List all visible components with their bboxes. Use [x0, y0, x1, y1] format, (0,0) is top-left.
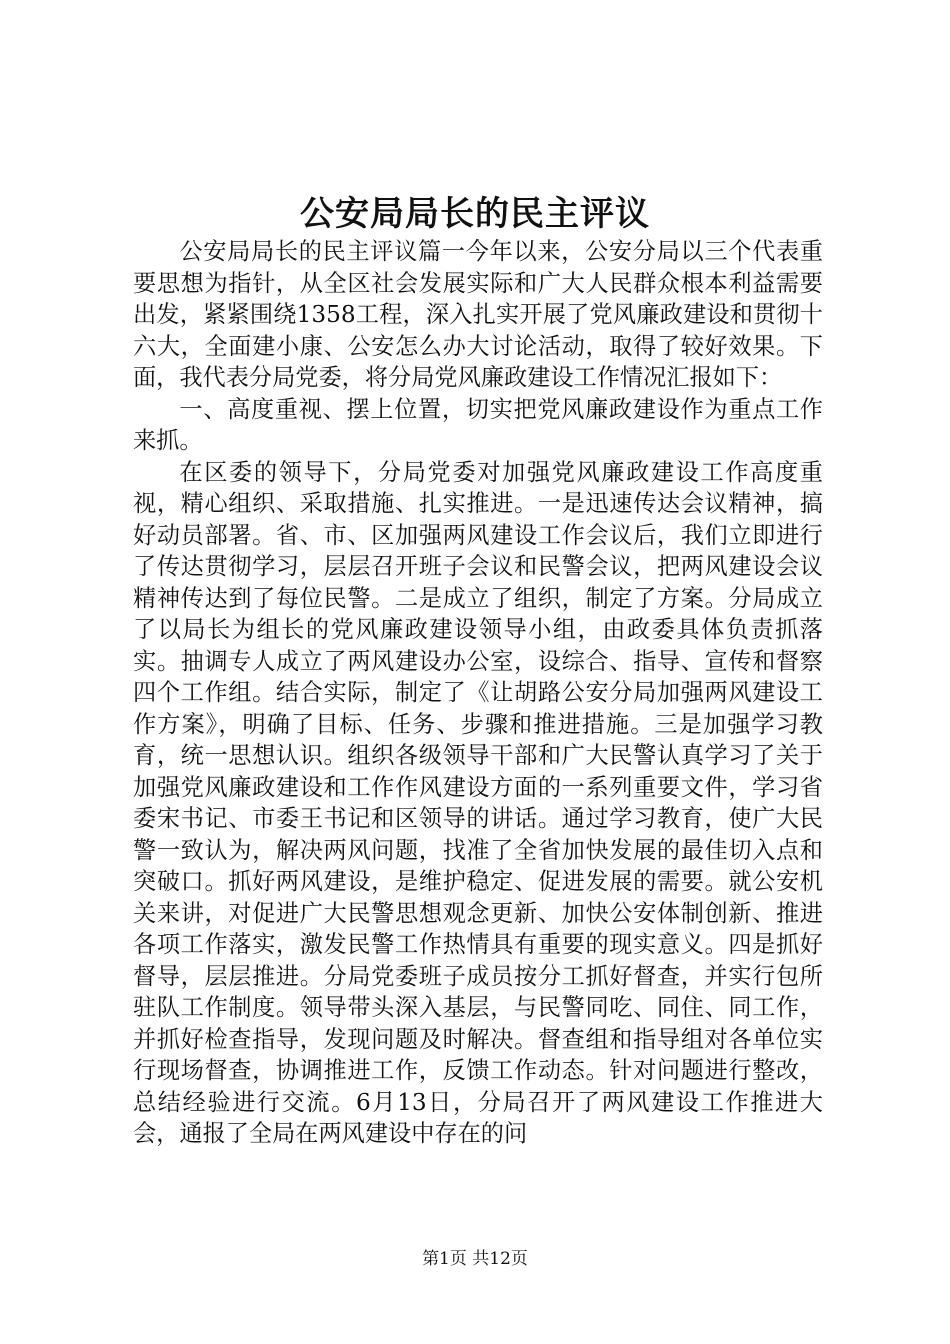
page-footer: 第1页 共12页: [422, 1249, 528, 1269]
paragraph: 在区委的领导下，分局党委对加强党风廉政建设工作高度重视，精心组织、采取措施、扎实推进。一是迅速传达会议精神，搞好动员部署。省、市、区加强两风建设工作会议后，我们立即进行了传达贯彻学习，层层召开班子会议和民警会议，把两风建设会议精神传达到了每位民警。二是成立了组织，制定了方案。分局成立了以局长为组长的党风廉政建设领导小组，由政委具体负责抓落实。抽调专人成立了两风建设办公室，设综合、指导、宣传和督察四个工作组。结合实际，制定了《让胡路公安分局加强两风建设工作方案》，明确了目标、任务、步骤和推进措施。三是加强学习教育，统一思想认识。组织各级领导干部和广大民警认真学习了关于加强党风廉政建设和工作作风建设方面的一系列重要文件，学习省委宋书记、市委王书记和区领导的讲话。通过学习教育，使广大民警一致认为，解决两风问题，找准了全省加快发展的最佳切入点和突破口。抓好两风建设，是维护稳定、促进发展的需要。就公安机关来讲，对促进广大民警思想观念更新、加快公安体制创新、推进各项工作落实，激发民警工作热情具有重要的现实意义。四是抓好督导，层层推进。分局党委班子成员按分工抓好督查，并实行包所驻队工作制度。领导带头深入基层，与民警同吃、同住、同工作，并抓好检查指导，发现问题及时解决。督查组和指导组对各单位实行现场督查，协调推进工作，反馈工作动态。针对问题进行整改，总结经验进行交流。6月13日，分局召开了两风建设工作推进大会，通报了全局在两风建设中存在的问: [133, 458, 823, 1147]
document-body: [133, 236, 823, 1150]
paragraph: 一、高度重视、摆上位置，切实把党风廉政建设作为重点工作来抓。: [133, 395, 823, 454]
document-title: 公安局局长的民主评议: [300, 194, 650, 234]
paragraph: 公安局局长的民主评议篇一今年以来，公安分局以三个代表重要思想为指针，从全区社会发展实际和广大人民群众根本利益需要出发，紧紧围绕1358工程，深入扎实开展了党风廉政建设和贯彻十六大，全面建小康、公安怎么办大讨论活动，取得了较好效果。下面，我代表分局党委，将分局党风廉政建设工作情况汇报如下：: [133, 238, 823, 391]
